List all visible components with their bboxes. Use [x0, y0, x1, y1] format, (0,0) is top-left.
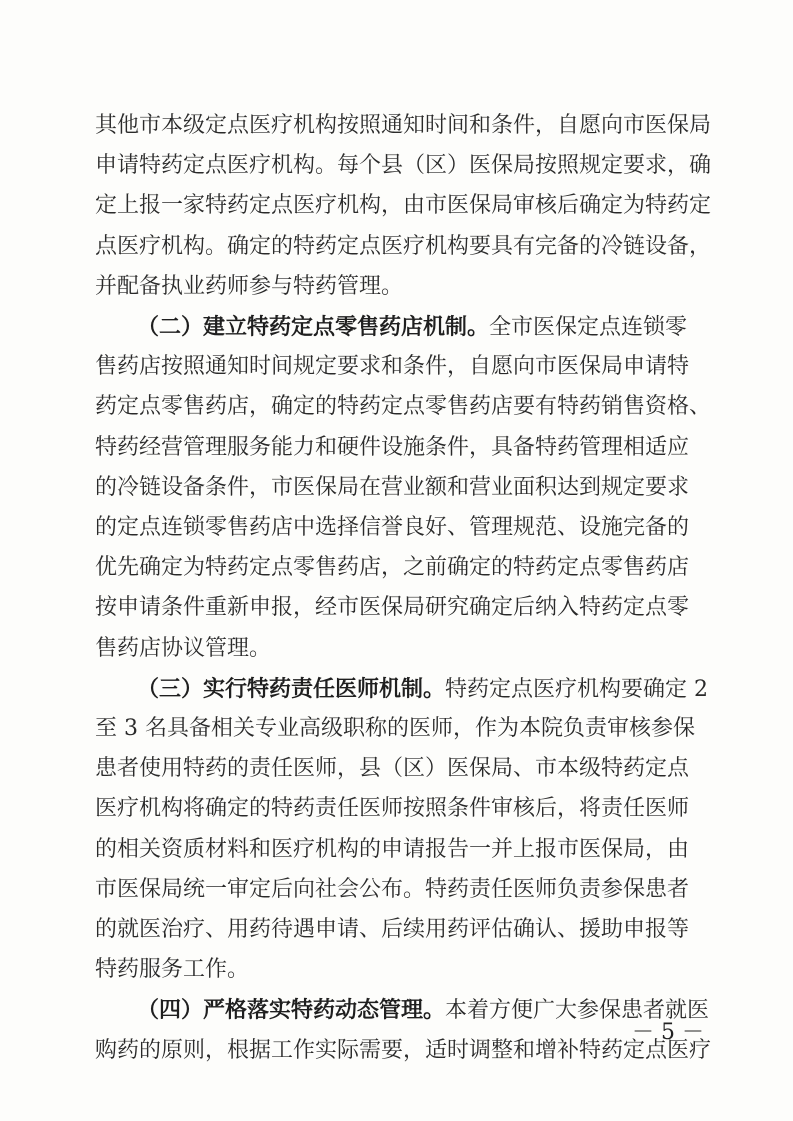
body-line-10: 的冷链设备条件，市医保局在营业额和营业面积达到规定要求: [95, 474, 690, 500]
body-line-9: 特药经营管理服务能力和硬件设施条件，具备特药管理相适应: [95, 434, 690, 460]
body-line-18: 医疗机构将确定的特药责任医师按照条件审核后，将责任医师: [95, 796, 690, 822]
body-line-22: 特药服务工作。: [95, 957, 250, 983]
section-heading: （二）建立特药定点零售药店机制。: [137, 314, 490, 340]
body-line-16: 至 3 名具备相关专业高级职称的医师，作为本院负责审核参保: [95, 716, 695, 741]
section-2-first-line: （二）建立特药定点零售药店机制。全市医保定点连锁零: [137, 314, 688, 340]
body-line-2: 申请特药定点医疗机构。每个县（区）医保局按照规定要求，确: [95, 153, 712, 179]
body-line-17: 患者使用特药的责任医师，县（区）医保局、市本级特药定点: [95, 756, 690, 782]
body-line-13: 按申请条件重新申报，经市医保局研究确定后纳入特药定点零: [95, 595, 690, 621]
page-number: － 5 －: [632, 1020, 704, 1045]
body-line-14: 售药店协议管理。: [95, 635, 272, 661]
body-line-11: 的定点连锁零售药店中选择信誉良好、管理规范、设施完备的: [95, 515, 690, 540]
section-heading: （三）实行特药责任医师机制。: [137, 675, 446, 702]
section-3-first-line: （三）实行特药责任医师机制。特药定点医疗机构要确定 2: [137, 675, 709, 702]
body-line-21: 的就医治疗、用药待遇申请、后续用药评估确认、援助申报等: [95, 917, 690, 942]
body-line-20: 市医保局统一审定后向社会公布。特药责任医师负责参保患者: [95, 876, 690, 902]
body-line-7: 售药店按照通知时间规定要求和条件，自愿向市医保局申请特: [95, 354, 690, 380]
body-line-4: 点医疗机构。确定的特药定点医疗机构要具有完备的冷链设备，: [95, 233, 712, 259]
body-line-3: 定上报一家特药定点医疗机构，由市医保局审核后确定为特药定: [95, 193, 712, 219]
section-4-first-line: （四）严格落实特药动态管理。本着方便广大参保患者就医: [137, 997, 710, 1024]
body-line-1: 其他市本级定点医疗机构按照通知时间和条件，自愿向市医保局: [95, 113, 712, 138]
body-line-24: 购药的原则，根据工作实际需要，适时调整和增补特药定点医疗: [95, 1037, 712, 1063]
body-line-12: 优先确定为特药定点零售药店，之前确定的特药定点零售药店: [95, 555, 690, 581]
body-line-5: 并配备执业药师参与特药管理。: [95, 273, 404, 299]
body-line-19: 的相关资质材料和医疗机构的申请报告一并上报市医保局，由: [95, 836, 690, 862]
body-line-8: 药定点零售药店，确定的特药定点零售药店要有特药销售资格、: [95, 394, 712, 420]
section-heading: （四）严格落实特药动态管理。: [137, 997, 446, 1024]
